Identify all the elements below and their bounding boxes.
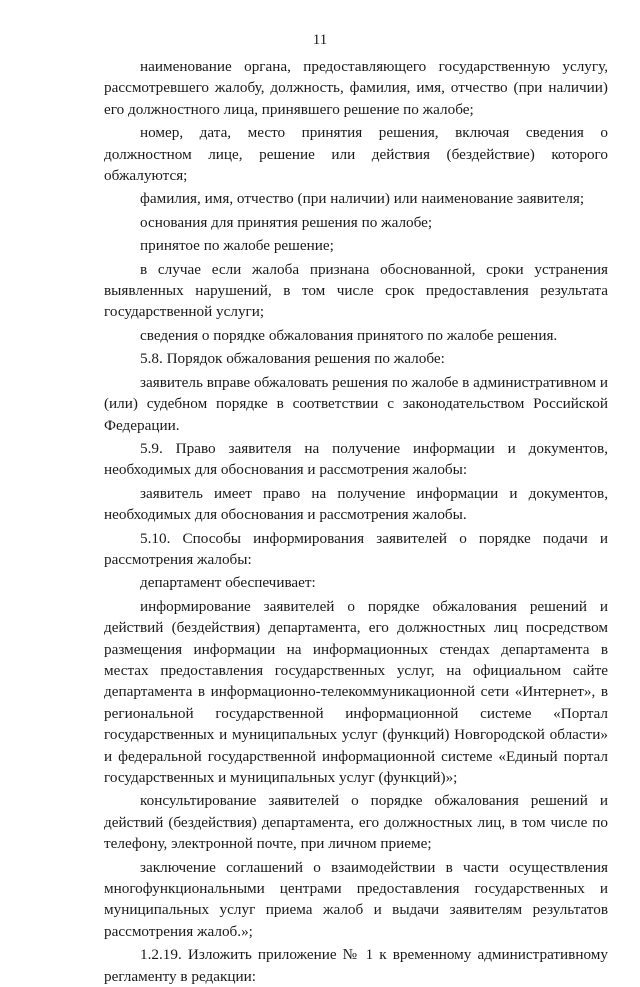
paragraph: департамент обеспечивает: xyxy=(140,574,316,592)
paragraph: номер, дата, место принятия решения, включая сведения о должностном лице, решение или действия (бездействие) которого обжалуются; xyxy=(104,124,608,185)
paragraph: наименование органа, предоставляющего государственную услугу, рассмотревшего жалобу, должность, фамилия, имя, отчество (при наличии) его должностного лица, принявшего решение по жалобе; xyxy=(104,58,608,118)
section-heading: 5.8. Порядок обжалования решения по жалобе: xyxy=(140,350,445,368)
paragraph: заявитель вправе обжаловать решения по жалобе в административном и (или) судебном порядке в соответствии с законодательством Российской Федерации. xyxy=(104,373,608,434)
paragraph: информирование заявителей о порядке обжалования решений и действий (бездействия) департамента, его должностных лиц посредством размещения информации на информационных стендах департамента в местах предоставления государственных услуг, на официальном сайте департамента в информационно-телекоммуникационной сети «Интернет», в региональной государственной информационной системе «Портал государственных и муниципальных услуг (функций) Новгородской области» и федеральной государственной информационной системе «Единый портал государственных и муниципальных услуг (функций)»; xyxy=(104,597,608,786)
paragraph: сведения о порядке обжалования принятого по жалобе решения. xyxy=(140,326,558,344)
body-text xyxy=(104,56,608,987)
section-heading: 5.10. Способы информирования заявителей о порядке подачи и рассмотрения жалобы: xyxy=(104,529,608,568)
paragraph: основания для принятия решения по жалобе; xyxy=(140,213,433,231)
amendment-item: 1.2.19. Изложить приложение № 1 к временному административному регламенту в редакции: xyxy=(104,946,608,985)
section-heading: 5.9. Право заявителя на получение информации и документов, необходимых для обоснования и рассмотрения жалобы: xyxy=(104,439,608,479)
paragraph: консультирование заявителей о порядке обжалования решений и действий (бездействия) департамента, его должностных лиц, в том числе по телефону, электронной почте, при личном приеме; xyxy=(104,792,608,853)
paragraph: заключение соглашений о взаимодействии в части осуществления многофункциональными центрами предоставления государственных и муниципальных услуг приема жалоб и выдачи заявителям результатов рассмотрения жалоб.»; xyxy=(104,858,608,940)
paragraph: в случае если жалоба признана обоснованной, сроки устранения выявленных нарушений, в том числе срок предоставления результата государственной услуги; xyxy=(104,260,608,321)
paragraph: фамилия, имя, отчество (при наличии) или наименование заявителя; xyxy=(140,190,585,208)
paragraph: заявитель имеет право на получение информации и документов, необходимых для обоснования и рассмотрения жалобы. xyxy=(104,484,608,524)
page-number: 11 xyxy=(312,32,328,48)
paragraph: принятое по жалобе решение; xyxy=(140,237,334,255)
